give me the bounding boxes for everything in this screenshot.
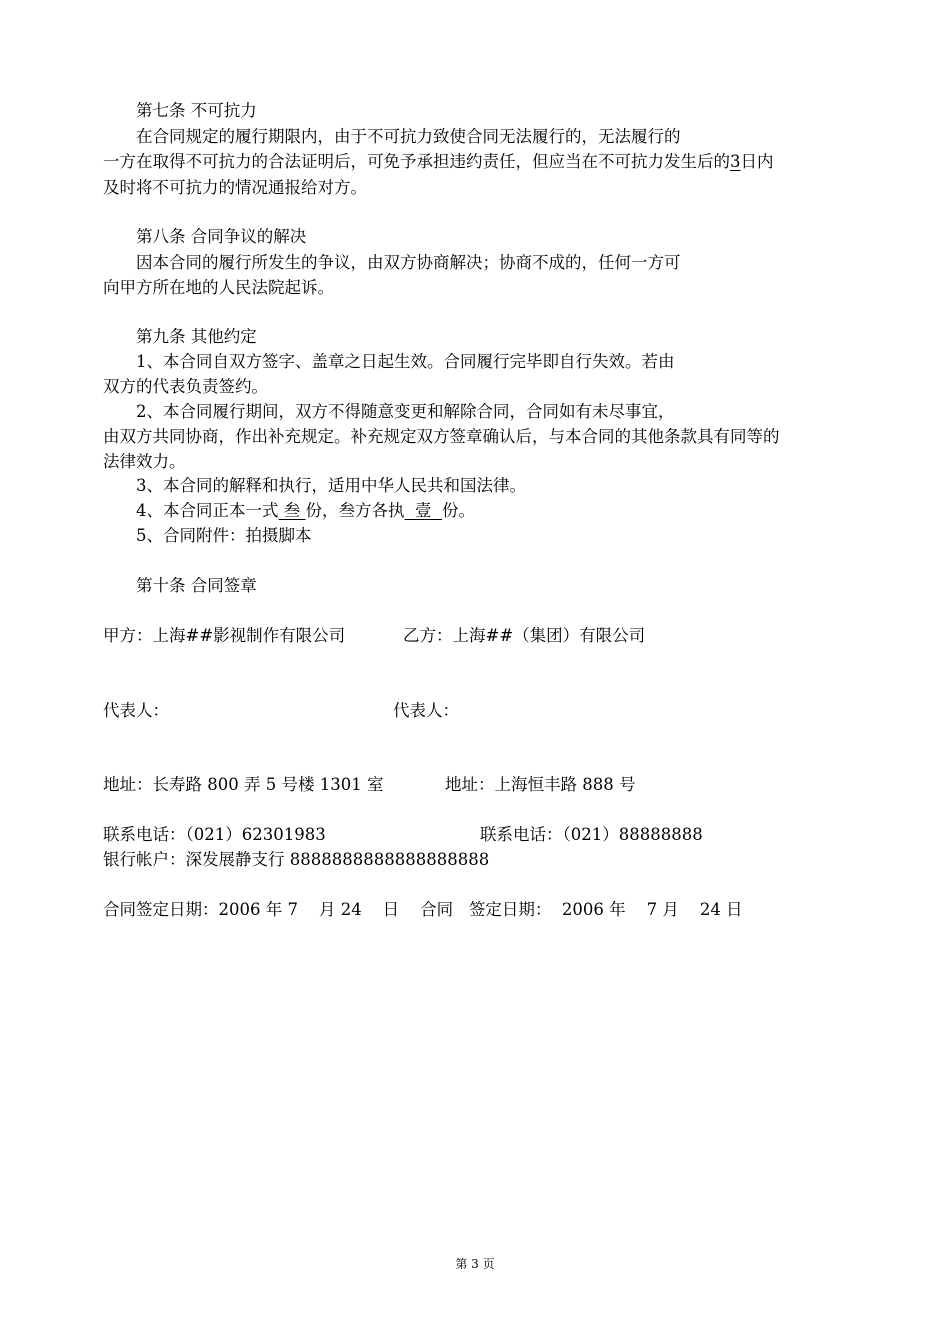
article-7-heading: 第七条 不可抗力 — [136, 101, 257, 120]
copies-count-value: 叁 — [278, 501, 306, 520]
page-number: 第 3 页 — [455, 1257, 495, 1271]
party-a-address: 地址：长寿路 800 弄 5 号楼 1301 室 — [103, 775, 384, 794]
article-9-item-1-cont: 双方的代表负责签约。 — [103, 377, 268, 396]
article-8-line-2: 向甲方所在地的人民法院起诉。 — [103, 278, 334, 297]
article-7-line-2 — [103, 150, 774, 174]
party-b-phone: 联系电话：（021）88888888 — [480, 825, 703, 844]
article-7-line-2-end: 日内 — [740, 152, 774, 171]
article-9-item-4-mid: 份，叁方各执 — [305, 501, 405, 520]
party-a-name: 甲方：上海##影视制作有限公司 — [103, 626, 346, 645]
article-7-line-3: 及时将不可抗力的情况通报给对方。 — [103, 178, 367, 197]
article-9-item-2: 2、本合同履行期间，双方不得随意变更和解除合同，合同如有未尽事宜， — [136, 402, 675, 421]
party-b-name: 乙方：上海##（集团）有限公司 — [403, 626, 646, 645]
notice-days-value: 3 — [730, 152, 741, 171]
article-9-item-4 — [136, 499, 475, 523]
article-9-item-1: 1、本合同自双方签字、盖章之日起生效。合同履行完毕即自行失效。若由 — [136, 352, 675, 371]
article-9-heading: 第九条 其他约定 — [136, 327, 257, 346]
signing-dates: 合同签定日期：2006 年 7 月 24 日 合同 签定日期： 2006 年 7 月 24 日 — [103, 900, 743, 919]
party-a-representative-label: 代表人： — [103, 701, 169, 720]
article-8-heading: 第八条 合同争议的解决 — [136, 227, 307, 246]
article-7-line-2-text: 一方在取得不可抗力的合法证明后，可免予承担违约责任，但应当在不可抗力发生后的 — [103, 152, 730, 171]
party-b-representative-label: 代表人： — [393, 701, 459, 720]
copies-each-value: 壹 — [404, 501, 442, 520]
article-9-item-2-cont-2: 法律效力。 — [103, 452, 186, 471]
party-a-phone: 联系电话：（021）62301983 — [103, 825, 326, 844]
article-9-item-2-cont: 由双方共同协商，作出补充规定。补充规定双方签章确认后，与本合同的其他条款具有同等的 — [103, 427, 780, 446]
article-9-item-5: 5、合同附件：拍摄脚本 — [136, 526, 312, 545]
article-9-item-4-end: 份。 — [441, 501, 475, 520]
article-8-line-1: 因本合同的履行所发生的争议，由双方协商解决；协商不成的，任何一方可 — [136, 253, 681, 272]
article-9-item-4-text: 4、本合同正本一式 — [136, 501, 279, 520]
article-7-line-1: 在合同规定的履行期限内，由于不可抗力致使合同无法履行的，无法履行的 — [136, 127, 681, 146]
party-b-address: 地址：上海恒丰路 888 号 — [445, 775, 636, 794]
party-a-bank-account: 银行帐户：深发展静支行 8888888888888888888 — [103, 850, 490, 869]
article-10-heading: 第十条 合同签章 — [136, 576, 257, 595]
article-9-item-3: 3、本合同的解释和执行，适用中华人民共和国法律。 — [136, 476, 526, 495]
